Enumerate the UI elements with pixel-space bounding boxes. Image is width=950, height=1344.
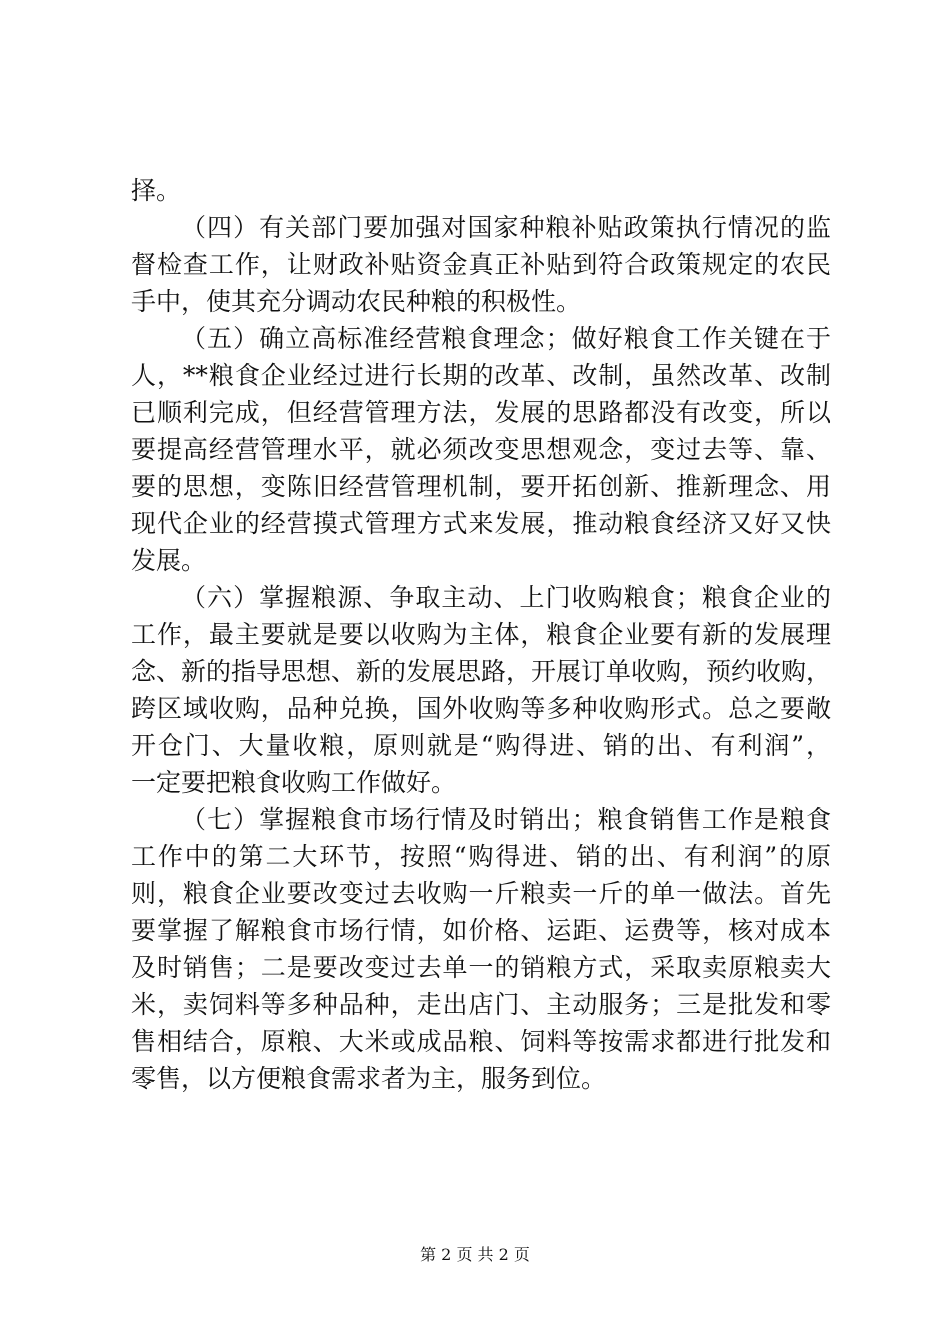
text-line: 一定要把粮食收购工作做好。 [131, 768, 457, 797]
paragraph-first-line: （五）确立高标准经营粮食理念；做好粮食工作关键在于 [181, 324, 831, 353]
text-line: 工作中的第二大环节，按照“购得进、销的出、有利润”的原 [131, 842, 831, 871]
paragraph-first-line: （七）掌握粮食市场行情及时销出；粮食销售工作是粮食 [181, 805, 831, 834]
text-line: 要的思想，变陈旧经营管理机制，要开拓创新、推新理念、用 [131, 472, 831, 501]
text-line: 要提高经营管理水平，就必须改变思想观念，变过去等、靠、 [131, 435, 831, 464]
text-line: 要掌握了解粮食市场行情，如价格、运距、运费等，核对成本 [131, 916, 831, 945]
text-line: 择。 [131, 176, 182, 205]
body-text [131, 172, 831, 1097]
text-line: 米，卖饲料等多种品种，走出店门、主动服务；三是批发和零 [131, 990, 831, 1019]
text-line: 已顺利完成，但经营管理方法，发展的思路都没有改变，所以 [131, 398, 831, 427]
text-line: 零售，以方便粮食需求者为主，服务到位。 [131, 1064, 607, 1093]
text-line: 售相结合，原粮、大米或成品粮、饲料等按需求都进行批发和 [131, 1027, 831, 1056]
page-footer: 第 2 页 共 2 页 [420, 1245, 530, 1264]
text-line: 工作，最主要就是要以收购为主体，粮食企业要有新的发展理 [131, 620, 831, 649]
paragraph-first-line: （六）掌握粮源、争取主动、上门收购粮食；粮食企业的 [181, 583, 831, 612]
text-line: 人，**粮食企业经过进行长期的改革、改制，虽然改革、改制 [131, 361, 831, 390]
text-line: 则，粮食企业要改变过去收购一斤粮卖一斤的单一做法。首先 [131, 879, 831, 908]
text-line: 手中，使其充分调动农民种粮的积极性。 [131, 287, 582, 316]
paragraph-first-line: （四）有关部门要加强对国家种粮补贴政策执行情况的监 [181, 213, 831, 242]
text-line: 跨区域收购，品种兑换，国外收购等多种收购形式。总之要敞 [131, 694, 831, 723]
text-line: 发展。 [131, 546, 207, 575]
text-line: 念、新的指导思想、新的发展思路，开展订单收购，预约收购， [131, 657, 832, 686]
text-line: 督检查工作，让财政补贴资金真正补贴到符合政策规定的农民 [131, 250, 831, 279]
text-line: 及时销售；二是要改变过去单一的销粮方式，采取卖原粮卖大 [131, 953, 831, 982]
text-line: 现代企业的经营摸式管理方式来发展，推动粮食经济又好又快 [131, 509, 831, 538]
text-line: 开仓门、大量收粮，原则就是“购得进、销的出、有利润”， [131, 731, 831, 760]
